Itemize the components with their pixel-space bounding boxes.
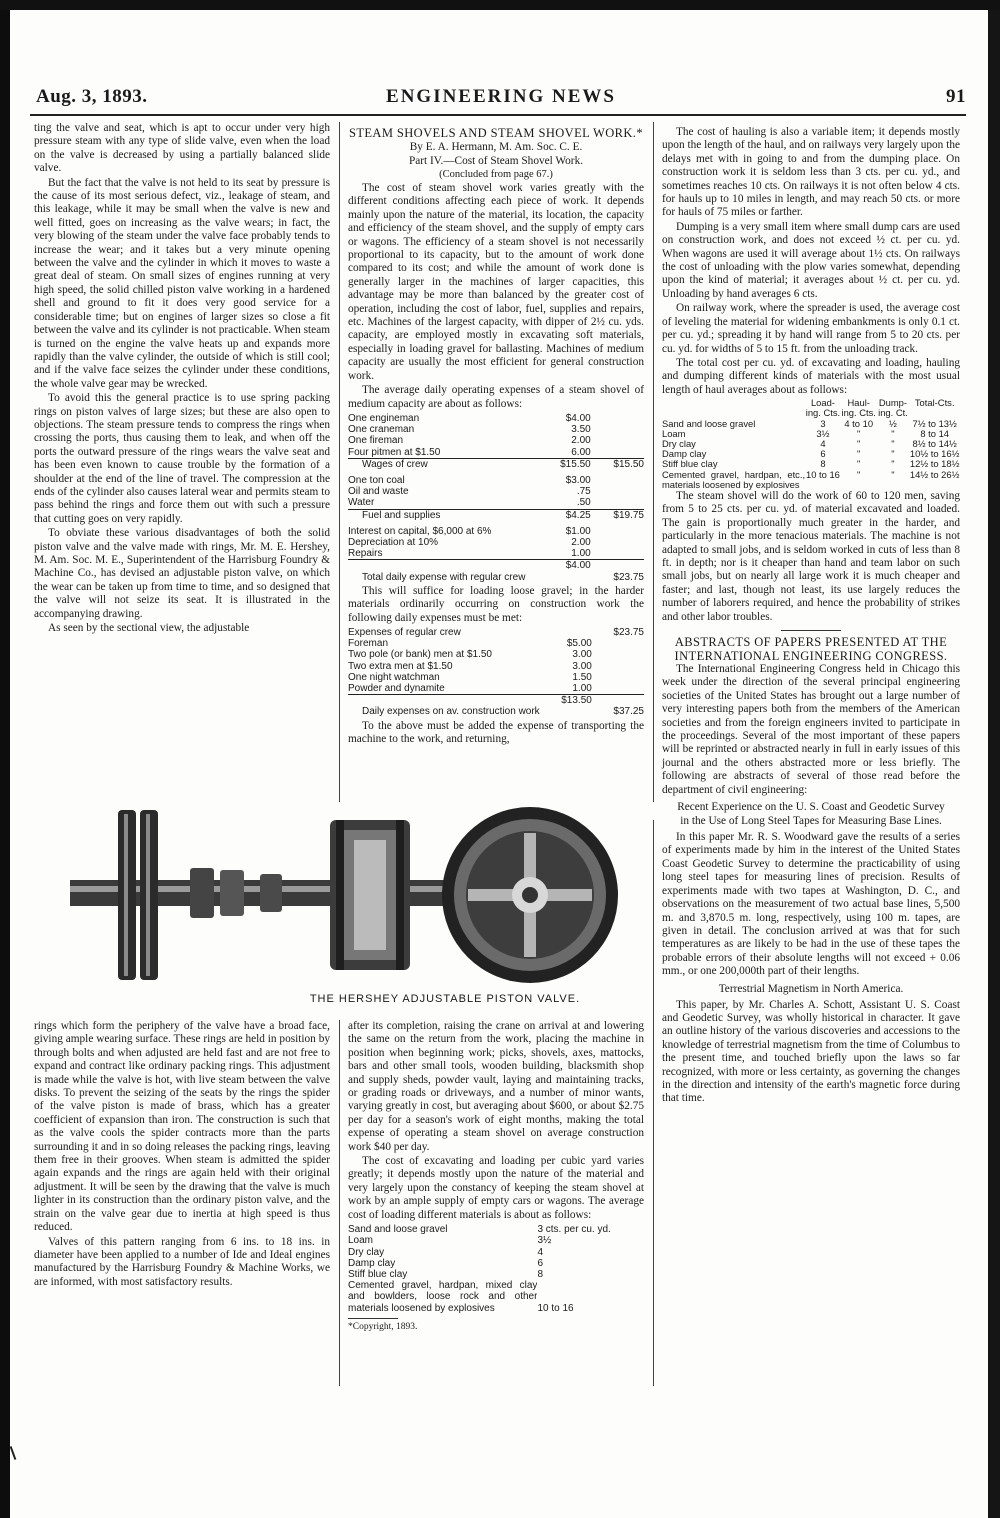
table-row-grand-total: Total daily expense with regular crew $23.75: [362, 571, 644, 583]
paragraph: The cost of hauling is also a variable item; it depends mostly upon the length of the haul, and on railways very largely upon the delays met with in going to and from the dumping place. On construction work it is seldom less than 3 cts. per cu. yd., and sometimes reaches 10 cts. On railways it is not often below 4 cts. for hauls up to 10 miles in length, and may reach 50 cts. or more for hauls of 75 miles or farther.: [662, 126, 960, 219]
paragraph: The International Engineering Congress held in Chicago this week under the direction of the several principal engineering societies of the United States has brought out a large number of very interesting papers both from the members of the American societies and from the foreign engineers invited to participate in the proceedings. Several of the most important of these papers will be reprinted or abstracted nearly in full in early issues of this journal and the others abstracted more or less briefly. The following are abstracts of several of those read before the department of civil engineering:: [662, 663, 960, 796]
column-divider: [653, 820, 654, 1386]
table-row: Sand and loose gravel 3 cts. per cu. yd.: [348, 1224, 611, 1236]
table-row: Two pole (or bank) men at $1.50 3.00: [348, 649, 592, 661]
article-part: Part IV.—Cost of Steam Shovel Work.: [408, 155, 584, 167]
paragraph: But the fact that the valve is not held to its seat by pressure is the cause of its most serious defect, viz., leakage of steam, and this leakage, while it may be small when the valve is new and well fitted, goes on increasing as the valve wears; in fact, the very blowing of the steam under the valve face probably tends to increase the wear; and it takes but a very minute opening between the valve and the cylinder in which it moves to waste a great deal of steam. On small sizes of engines running at very high speed, the solid chilled piston valve working in a hardened shell and ground to fit it does very good service for a considerable time; but on engines of larger sizes so close a fit between the valve and its cylinder is not practicable. When steam is turned on the engine the valve heats up and expands more rapidly than the valve cylinder, the outside of which is still cool; and if the valve face seizes the cylinder under these conditions, the whole valve gear may be wrecked.: [34, 176, 330, 390]
packing-ring: [336, 820, 344, 970]
column-2-top: [348, 126, 644, 747]
paragraph: On railway work, where the spreader is used, the average cost of leveling the material for widening embankments is only 0.1 ct. per cu. yd.; spreading it by hand will range from 5 to 20 cts. per cu. yd. for widths of 5 to 15 ft. from the unloading track.: [662, 302, 960, 355]
paragraph: To the above must be added the expense of transporting the machine to the work, and returning,: [348, 719, 644, 745]
table-row: Foreman $5.00: [348, 638, 592, 650]
table-row: One night watchman 1.50: [348, 671, 592, 683]
table-row: Oil and waste .75: [348, 486, 591, 498]
packing-ring: [396, 820, 404, 970]
table-row: Interest on capital, $6,000 at 6% $1.00: [348, 525, 591, 537]
paragraph: The steam shovel will do the work of 60 to 120 men, saving from 5 to 25 cts. per cu. yd. of material excavated and loaded. The gain is proportionally much greater in the harder, and particularly in the more tenacious materials. The machine is not adapted to small jobs, and is seldom worked in cuts of less than 8 ft. in depth; nor is it cheaper than hand and team labor on such small jobs, but on nearly all large work it is much cheaper and faster; and last, though not least, its use largely reduces the number of laborers required, and hence the probability of strikes and other labor troubles.: [662, 489, 960, 623]
column-2-bottom: [348, 1020, 644, 1334]
disk-highlight: [124, 814, 128, 976]
footnote-rule: [348, 1318, 398, 1319]
article-title: STEAM SHOVELS AND STEAM SHOVEL WORK.*: [349, 126, 643, 140]
loading-cost-table: [348, 1224, 644, 1314]
paragraph: The cost of steam shovel work varies greatly with the different conditions affecting each piece of work. It depends mainly upon the nature of the material, its location, the capacity and efficiency of the steam shovel, and the supply of empty cars or wagons. The efficiency of a steam shovel is not necessarily proportional to its capacity, but to the amount of work done compared to its cost; and while the amount of work done is generally larger in the machines of larger capacities, this advantage may be more than balanced by the greater cost of operation, including the cost of labor, fuel, supplies and repairs, etc. Machines of the largest capacity, with dipper of 2½ cu. yds. capacity, are employed mostly in excavating soft materials, especially in loading gravel for ballasting. Machines of medium capacity are usually the most efficient for general construction work.: [348, 182, 644, 382]
column-divider: [339, 122, 340, 802]
lock-nut: [220, 870, 244, 916]
table-row: Expenses of regular crew $23.75: [348, 626, 644, 638]
paragraph: The total cost per cu. yd. of excavating and loading, hauling and dumping different kinds of materials with the most usual length of haul averages about as follows:: [662, 356, 960, 396]
table-row: Depreciation at 10% 2.00: [348, 536, 591, 548]
scan-mark: [10, 1446, 17, 1460]
table-row: One ton coal $3.00: [348, 474, 591, 486]
table-row: Powder and dynamite 1.00: [348, 682, 592, 694]
table-row: Cemented gravel, hardpan, mixed clay and bowlders, loose rock and other materials loosened by explosives 10 to 16: [348, 1280, 574, 1314]
scan-border-left: [0, 0, 10, 1518]
paragraph: ting the valve and seat, which is apt to occur under very high pressure steam with any type of slide valve, even when the load on the valve is decreased by using a partially balanced slide valve.: [34, 122, 330, 175]
subsection-title: Recent Experience on the U. S. Coast and Geodetic Survey in the Use of Long Steel Tapes for Measuring Base Lines.: [677, 801, 945, 828]
table-row: One engineman $4.00: [348, 412, 591, 424]
lock-nut: [260, 874, 282, 912]
table-row-total: Wages of crew $15.50 $15.50: [348, 458, 644, 470]
valve-hub-bore: [522, 887, 538, 903]
paragraph: This will suffice for loading loose gravel; in the harder materials ordinarily occurring on construction work the following daily expenses must be met:: [348, 584, 644, 624]
table-row: Damp clay 6: [348, 1257, 543, 1269]
paragraph: In this paper Mr. R. S. Woodward gave the results of a series of experiments made by him in the interest of the United States Coast Geodetic Survey to determine the practicability of using long steel tapes for measuring lines of precision. Results of experiments made with two tapes at Washington, D. C., and observations on the measurement of two actual base lines, 5,500 m. and 3,870.5 m. long, respectively, using 100 m. tapes, are given in detail. The conclusion arrived at was that for such temperatures as are likely to be had in the use of these tapes the probable errors of their absolute lengths will not exceed + 0.06 mm., or one 200,000th part of their lengths.: [662, 831, 960, 978]
table-row: Dry clay 4: [348, 1246, 543, 1258]
total-cost-table: [662, 398, 960, 490]
footnote: *Copyright, 1893.: [348, 1321, 418, 1332]
article-byline: By E. A. Hermann, M. Am. Soc. C. E.: [409, 141, 583, 153]
paragraph: rings which form the periphery of the valve have a broad face, giving ample wearing surface. These rings are held in position by through bolts and when adjusted are held fast and are not free to expand and contract like ordinary packing rings. This adjustment is made while the valve is hot, with live steam between the valve disks. To prevent the seizing of the seats by the rings the spider of the valve piston is made of brass, which has a greater coefficient of expansion than iron. The construction is such that as the valve cools the spider contracts more than the parts surrounding it and in so doing releases the packing rings, leaving them free in their grooves. When steam is admitted the spider again expands and the rings are again held with their original adjustment. It will be seen by the drawing that the valve is much lighter in its construction than the ordinary piston valve, and the strain on the valve gear due to inertia at high speed is thus reduced.: [34, 1020, 330, 1234]
lock-nut: [190, 868, 214, 918]
valve-spider-core: [354, 840, 386, 950]
table-row-total: $13.50: [348, 695, 644, 707]
table-row-total: $4.00: [348, 560, 644, 572]
table-row-grand-total: Daily expenses on av. construction work $37.25: [362, 706, 644, 718]
header-rule: [30, 114, 966, 116]
page-number: 91: [946, 86, 966, 107]
table-row: Stiff blue clay 8 " " 12½ to 18½: [662, 458, 960, 470]
table-row: Loam 3½ " " 8 to 14: [662, 427, 949, 439]
figure-caption: THE HERSHEY ADJUSTABLE PISTON VALVE.: [309, 993, 581, 1005]
issue-date: Aug. 3, 1893.: [36, 86, 148, 107]
table-row: One fireman 2.00: [348, 435, 591, 447]
table-row: Sand and loose gravel 3 4 to 10 ½ 7½ to 13½: [662, 417, 957, 429]
table-header: Load-ing. Cts. Haul-ing. Cts. Dump-ing. Ct. Total-Cts.: [805, 397, 955, 419]
scan-border-top: [0, 0, 1000, 10]
expense-table-hard: [348, 627, 644, 718]
paragraph: The cost of excavating and loading per cubic yard varies greatly; it depends mostly upon the nature of the material and very largely upon the constancy of keeping the steam shovel at work by an ample supply of empty cars or wagons. The average cost of loading different materials is about as follows:: [348, 1155, 644, 1221]
column-1-bottom: [34, 1020, 330, 1290]
paragraph: Valves of this pattern ranging from 6 ins. to 18 ins. in diameter have been applied to a number of Ide and Ideal engines manufactured by the Harrisburg Foundry & Machine Works, we are informed, with most satisfactory results.: [34, 1235, 330, 1288]
table-row: Water .50: [348, 497, 591, 509]
table-row: Four pitmen at $1.50 6.00: [348, 446, 591, 458]
paragraph: As seen by the sectional view, the adjustable: [48, 622, 250, 635]
paragraph: This paper, by Mr. Charles A. Schott, Assistant U. S. Coast and Geodetic Survey, was wholly historical in character. It gave an outline history of the various discoveries and accessions to the knowledge of terrestrial magnetism from the time of Columbus to the present time, and touched briefly upon the laws so far recognized, with more or less certainty, as governing the changes in the direction and intensity of the earth's magnetic force during that time.: [662, 998, 960, 1105]
table-row: One craneman 3.50: [348, 424, 591, 436]
table-row-total: Fuel and supplies $4.25 $19.75: [348, 509, 644, 521]
article-continuation: (Concluded from page 67.): [439, 169, 553, 180]
paragraph: after its completion, raising the crane on arrival at and lowering the same on the return from the work, placing the machine in position when beginning work; picks, shovels, axes, mattocks, bars and other small tools, wooden building, blacksmith shop and supply sheds, powder vault, laying and maintaining tracks, or grading roads or driveways, and a number of minor wants, varying greatly in cost, but averaging about $600, or about $2.75 per day for a season's work of eight months, making the total expense of operating a steam shovel on average construction work $40 per day.: [348, 1020, 644, 1153]
column-divider: [653, 122, 654, 802]
section-rule: [781, 630, 841, 631]
subsection-title: Terrestrial Magnetism in North America.: [718, 982, 904, 995]
table-row: Dry clay 4 " " 8½ to 14½: [662, 437, 957, 449]
table-row: Cemented gravel, hardpan, etc., materials loosened by explosives 10 to 16 " " 14½ to 26½: [662, 468, 960, 490]
paragraph: Dumping is a very small item where small dump cars are used on construction work, and does not exceed ½ ct. per cu. yd. When wagons are used it will average about 1½ cts. On railways the cost of unloading with the plow varies somewhat, depending upon the kind of material; it averages about ½ ct. per cu. yd. Unloading by hand averages 6 cts.: [662, 220, 960, 300]
expense-table-crew: [348, 413, 644, 583]
paragraph: To avoid this the general practice is to use spring packing rings on piston valves of large sizes; but these are also open to objections. The steam pressure tends to compress the rings when crossing the ports, thus causing them to leak, and when off the ports the outward pressure of the rings wears the valve seat and has been even known to cause trouble by the formation of a shoulder at the end of the line of travel. The compression at the ends of the cylinder also causes lateral wear and permits steam to pass behind the rings and force them out with such a pressure that cutting goes on very rapidly.: [34, 392, 330, 525]
column-1-top: [34, 122, 330, 636]
table-row: Damp clay 6 " " 10½ to 16½: [662, 448, 960, 460]
section-title: ABSTRACTS OF PAPERS PRESENTED AT THE INTERNATIONAL ENGINEERING CONGRESS.: [674, 635, 948, 664]
table-row: Stiff blue clay 8: [348, 1268, 543, 1280]
paragraph: The average daily operating expenses of a steam shovel of medium capacity are about as follows:: [348, 384, 644, 410]
paragraph: To obviate these various disadvantages of both the solid piston valve and the valve made with rings, Mr. M. E. Hershey, M. Am. Soc. M. E., Superintendent of the Harrisburg Foundry & Machine Co., has devised an adjustable piston valve, on which the wear can be taken up from time to time, and so designed that the valve will not seize its seat. It is illustrated in the accompanying drawing.: [34, 527, 330, 620]
table-row: Loam 3½: [348, 1235, 552, 1247]
column-divider: [339, 1020, 340, 1386]
disk-highlight: [146, 814, 150, 976]
table-row: Repairs 1.00: [348, 548, 591, 560]
masthead: ENGINEERING NEWS: [386, 86, 616, 107]
scan-border-right: [988, 0, 1000, 1518]
piston-valve-illustration: [60, 800, 940, 990]
table-row: Two extra men at $1.50 3.00: [348, 660, 592, 672]
